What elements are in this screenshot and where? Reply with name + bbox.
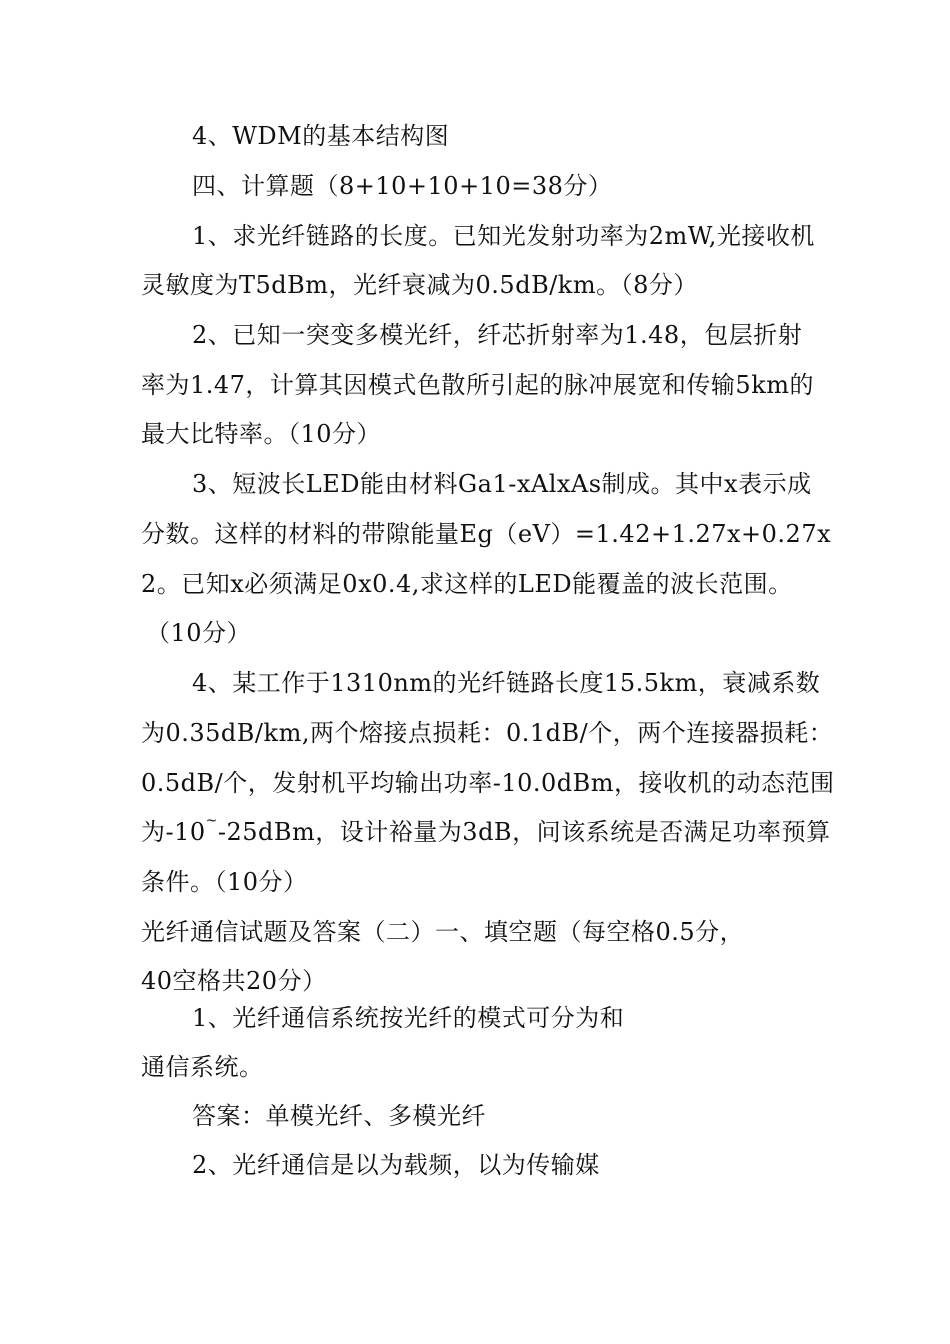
question-1-line-2: 灵敏度为T5dBm，光纤衰减为0.5dB/km。（8分） <box>141 271 698 299</box>
question-4-line-2: 为0.35dB/km,两个熔接点损耗：0.1dB/个，两个连接器损耗： <box>141 719 834 747</box>
tilde-superscript: ~ <box>205 813 218 829</box>
question-4-line-4-end: -25dBm，设计裕量为3dB，问该系统是否满足功率预算 <box>217 818 831 846</box>
answer-1: 答案：单模光纤、多模光纤 <box>192 1102 486 1130</box>
question-4-line-4-start: 为-10 <box>141 818 206 846</box>
question-4-line-1: 4、某工作于1310nm的光纤链路长度15.5km，衰减系数 <box>192 669 821 697</box>
question-3-line-3: 2。已知x必须满足0x0.4,求这样的LED能覆盖的波长范围。 <box>141 570 793 598</box>
fill-blank-1-line-2: 通信系统。 <box>141 1053 264 1081</box>
section-heading-calculation: 四、计算题（8+10+10+10=38分） <box>192 172 613 200</box>
question-2-line-2: 率为1.47，计算其因模式色散所引起的脉冲展宽和传输5km的 <box>141 371 815 399</box>
question-4-line-4 <box>141 813 831 847</box>
fill-blank-1-line-1: 1、光纤通信系统按光纤的模式可分为和 <box>192 1004 625 1032</box>
fill-blank-2-line-1: 2、光纤通信是以为载频，以为传输媒 <box>192 1151 600 1179</box>
question-3-line-1: 3、短波长LED能由材料Ga1-xAlxAs制成。其中x表示成 <box>192 470 812 498</box>
exam-title-line-2: 40空格共20分） <box>141 967 327 995</box>
question-2-line-1: 2、已知一突变多模光纤，纤芯折射率为1.48，包层折射 <box>192 321 803 349</box>
question-1-line-1: 1、求光纤链路的长度。已知光发射功率为2mW,光接收机 <box>192 222 815 250</box>
question-3-line-4: （10分） <box>146 619 252 647</box>
exam-title-line-1: 光纤通信试题及答案（二）一、填空题（每空格0.5分， <box>141 918 745 946</box>
question-4-line-3: 0.5dB/个，发射机平均输出功率-10.0dBm，接收机的动态范围 <box>141 769 835 797</box>
question-4-line-5: 条件。（10分） <box>141 868 308 896</box>
question-3-line-2: 分数。这样的材料的带隙能量Eg（eV）=1.42+1.27x+0.27x <box>141 520 832 548</box>
heading-wdm-structure: 4、WDM的基本结构图 <box>192 122 450 150</box>
question-2-line-3: 最大比特率。（10分） <box>141 420 382 448</box>
